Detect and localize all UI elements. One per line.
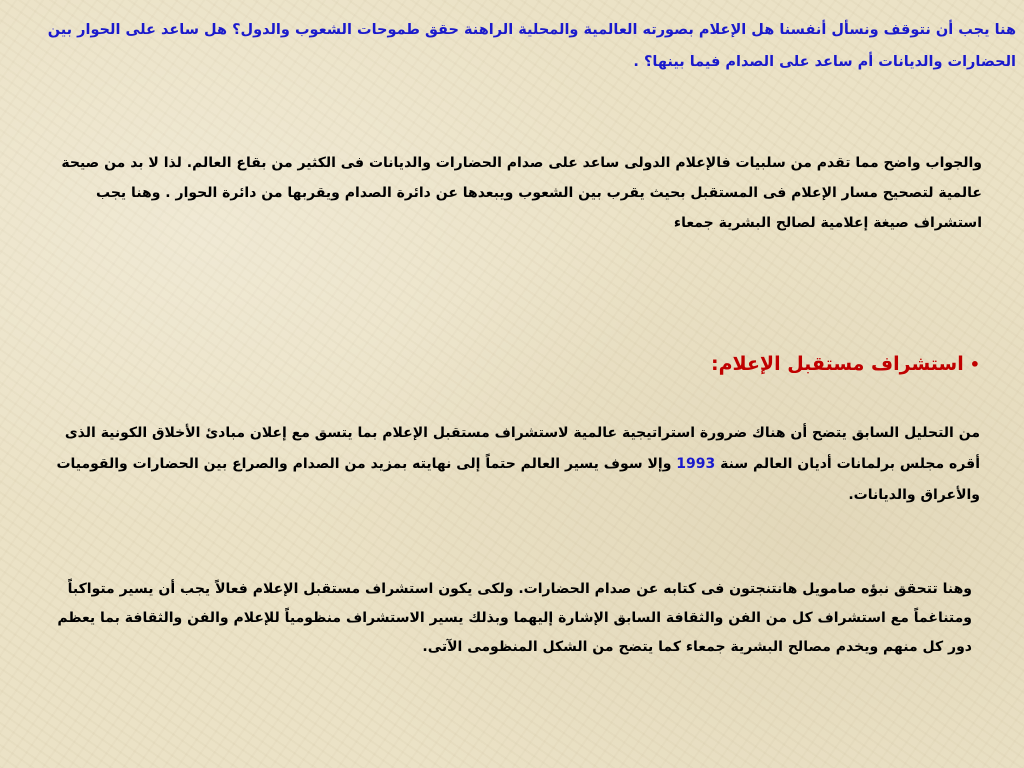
analysis-text-after: وإلا سوف يسير العالم حتماً إلى نهايته بمزيد من الصدام والصراع بين الحضارات والقوميات والأعراق والديانات. — [56, 456, 980, 503]
year-highlight: 1993 — [676, 456, 716, 472]
section-heading-text: استشراف مستقبل الإعلام: — [711, 353, 964, 375]
future-text: وهنا تتحقق نبؤه صامويل هانتنجتون فى كتابه عن صدام الحضارات. ولكى يكون استشراف مستقبل الإعلام فعالاً يجب أن يسير متواكباً ومتناغماً مع استشراف كل من الفن والثقافة السابق الإشارة إليهما وبذلك يسير الاستشراف منظومياً للإعلام والفن والثقافة بما يعظم دور كل منهم ويخدم مصالح البشرية جمعاء كما يتضح من الشكل المنظومى الآتى. — [57, 581, 972, 655]
intro-paragraph — [42, 14, 1016, 78]
bullet-icon: • — [969, 355, 980, 374]
analysis-text-before: من التحليل السابق يتضح أن هناك ضرورة استراتيجية عالمية لاستشراف مستقبل الإعلام بما يتسق مع إعلان مبادئ الأخلاق الكونية الذى أقره مجلس برلمانات أديان العالم سنة — [64, 425, 980, 472]
section-heading — [300, 345, 980, 384]
intro-text: هنا يجب أن نتوقف ونسأل أنفسنا هل الإعلام بصورته العالمية والمحلية الراهنة حقق طموحات الشعوب والدول؟ هل ساعد على الحوار بين الحضارات والديانات أم ساعد على الصدام فيما بينها؟ . — [47, 22, 1016, 70]
answer-text: والجواب واضح مما تقدم من سلبيات فالإعلام الدولى ساعد على صدام الحضارات والديانات فى الكثير من بقاع العالم. لذا لا بد من صيحة عالمية لتصحيح مسار الإعلام فى المستقبل بحيث يقرب بين الشعوب ويبعدها عن دائرة الصدام ويقربها من دائرة الحوار . وهنا يجب استشراف صيغة إعلامية لصالح البشرية جمعاء — [61, 155, 982, 231]
answer-paragraph — [30, 148, 982, 238]
future-paragraph — [52, 575, 972, 662]
analysis-paragraph — [52, 418, 980, 511]
